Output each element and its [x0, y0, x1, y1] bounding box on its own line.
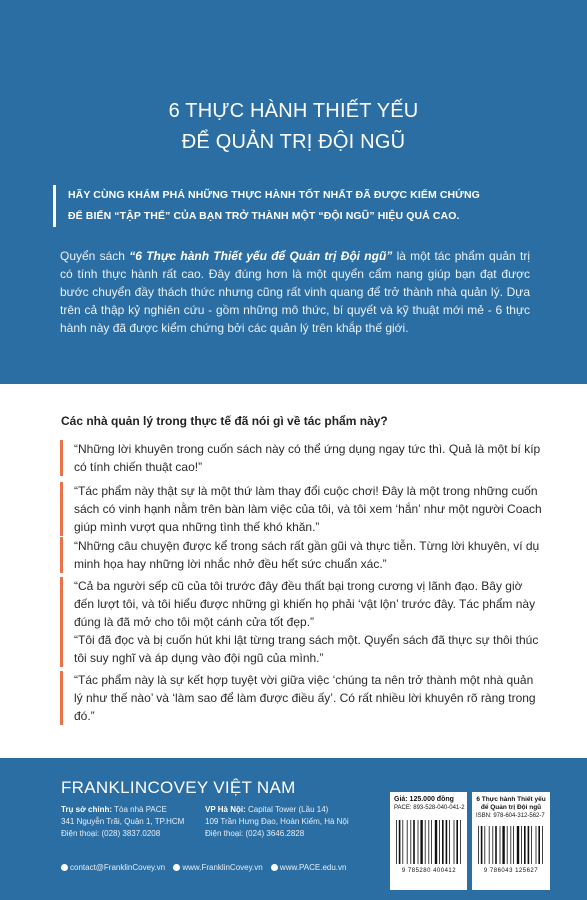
hanoi-phone: Điện thoại: (024) 3646.2828	[205, 829, 305, 838]
headline-line-1: HÃY CÙNG KHÁM PHÁ NHỮNG THỰC HÀNH TỐT NHẤT ĐÃ ĐƯỢC KIỂM CHỨNG	[68, 189, 480, 201]
hanoi-street: 109 Trần Hưng Đạo, Hoàn Kiếm, Hà Nội	[205, 817, 349, 826]
contact-website-franklincovey[interactable]: www.FranklinCovey.vn	[182, 863, 263, 872]
barcode-bar	[484, 826, 485, 864]
footer-panel	[0, 758, 587, 900]
testimonial-4: “Cả ba người sếp cũ của tôi trước đây đều thất bại trong cương vị lãnh đạo. Bây giờ đến lượt tôi, và tôi hiểu được những gì khiến họ phải ‘vật lộn’ trước đây. Tác phẩm này đúng là đã mở cho tôi một cánh cửa tốt đẹp.”	[60, 577, 544, 631]
barcode-left	[395, 820, 462, 864]
headline-line-2: ĐỂ BIẾN “TẬP THỂ” CỦA BẠN TRỞ THÀNH MỘT “ĐỘI NGŨ” HIỆU QUẢ CAO.	[68, 210, 460, 222]
barcode-bar	[481, 826, 483, 864]
barcode-bar	[435, 820, 437, 864]
barcode-bar	[454, 820, 455, 864]
email-icon	[61, 864, 68, 871]
testimonial-2: “Tác phẩm này thật sự là một thứ làm thay đổi cuộc chơi! Đây là một trong những cuốn sách có vinh hạnh nằm trên bàn làm việc của tôi, và tôi xem ‘hắn’ như một người Coach giúp mình vượt qua những tình thế khó khăn.”	[60, 482, 544, 536]
desc-rest: là một tác phẩm quản trị có tính thực hành rất cao. Đây đúng hơn là một quyển cẩm nang giúp bạn đạt được bước chuyển đầy thách thức nhưng cũng rất vinh quang để trở thành nhà quản lý. Dựa trên cả thập kỷ nghiên cứu - gồm những mô thức, bí quyết và kỹ thuật mới mẻ - 6 thực hành này đã được kiểm chứng bởi các quản lý trên khắp thế giới.	[60, 249, 530, 335]
barcode-bar	[407, 820, 408, 864]
barcode-bar	[489, 826, 490, 864]
barcode-bar	[425, 820, 426, 864]
desc-book-title: “6 Thực hành Thiết yếu để Quản trị Đội ngũ”	[129, 249, 393, 263]
globe-icon	[173, 864, 180, 871]
barcode-bar	[428, 820, 429, 864]
isbn-label-box	[472, 792, 550, 890]
globe-icon	[271, 864, 278, 871]
barcode-bar	[528, 826, 530, 864]
barcode-bar	[446, 820, 448, 864]
price-label-box	[390, 792, 467, 890]
barcode-bar	[524, 826, 526, 864]
barcode-bar	[538, 826, 540, 864]
barcode-bar	[478, 826, 479, 864]
barcode-bar	[492, 826, 493, 864]
barcode-bar	[413, 820, 415, 864]
hq-phone: Điện thoại: (028) 3837.0208	[61, 829, 161, 838]
barcode-bar	[418, 820, 419, 864]
desc-prefix: Quyển sách	[60, 249, 130, 263]
contact-website-pace[interactable]: www.PACE.edu.vn	[279, 863, 347, 872]
barcode-right	[477, 826, 544, 864]
title-line-2: ĐỂ QUẢN TRỊ ĐỘI NGŨ	[181, 131, 406, 153]
isbn-number: ISBN: 978-604-312-562-7	[476, 813, 545, 819]
hanoi-label: VP Hà Nội:	[205, 805, 246, 814]
testimonial-5: “Tôi đã đọc và bị cuốn hút khi lật từng trang sách một. Quyển sách đã thực sự thôi thúc tôi suy nghĩ và áp dụng vào đội ngũ của mình.”	[60, 631, 544, 667]
barcode-bar	[517, 826, 519, 864]
barcode-bar	[439, 820, 440, 864]
barcode-bar	[431, 820, 432, 864]
pace-code: PACE: 893-528-040-041-2	[394, 805, 465, 811]
top-panel	[0, 0, 587, 384]
hq-label: Trụ sở chính:	[61, 805, 113, 814]
book-description	[60, 247, 530, 337]
hq-street: 341 Nguyễn Trãi, Quận 1, TP.HCM	[61, 817, 185, 826]
headline-block	[53, 185, 563, 227]
barcode-bar	[542, 826, 543, 864]
barcode-bar	[502, 826, 504, 864]
barcode-left-digits: 9 785280 400412	[401, 868, 457, 874]
barcode-bar	[399, 820, 401, 864]
barcode-bar	[513, 826, 514, 864]
book-title-block	[0, 96, 587, 158]
isbn-book-title: 6 Thực hành Thiết yếu để Quản trị Đội ngũ	[476, 796, 546, 811]
testimonial-1: “Những lời khuyên trong cuốn sách này có thể ứng dụng ngay tức thì. Quả là một bí kíp có tính chiến thuật cao!”	[60, 440, 544, 476]
barcode-bar	[410, 820, 411, 864]
hq-address-block	[61, 804, 184, 840]
barcode-bar	[460, 820, 461, 864]
title-line-1: 6 THỰC HÀNH THIẾT YẾU	[168, 100, 419, 122]
testimonial-6: “Tác phẩm này là sự kết hợp tuyệt vời giữa việc ‘chúng ta nên trở thành một nhà quản lý như thế nào’ và ‘làm sao để làm được điều ấy’. Có rất nhiều lời khuyên rõ ràng trong đó.”	[60, 671, 544, 725]
barcode-bar	[396, 820, 397, 864]
hanoi-name: Capital Tower (Lầu 14)	[245, 805, 329, 814]
barcode-bar	[449, 820, 450, 864]
barcode-bar	[536, 826, 537, 864]
barcode-bar	[510, 826, 511, 864]
barcode-bar	[456, 820, 458, 864]
barcode-bar	[507, 826, 508, 864]
contact-email[interactable]: contact@FranklinCovey.vn	[70, 863, 166, 872]
barcode-right-digits: 9 786043 125627	[483, 868, 539, 874]
barcode-bar	[442, 820, 444, 864]
price-text: Giá: 125.000 đồng	[394, 796, 454, 803]
barcode-bar	[495, 826, 497, 864]
testimonial-3: “Những câu chuyện được kể trong sách rất gần gũi và thực tiễn. Từng lời khuyên, ví dụ minh họa hay những lời nhắc nhở đều hết sức chuẩn xác.”	[60, 537, 544, 573]
hq-name: Tòa nhà PACE	[112, 805, 167, 814]
barcode-bar	[500, 826, 501, 864]
barcode-bar	[420, 820, 422, 864]
testimonials-heading: Các nhà quản lý trong thực tế đã nói gì về tác phẩm này?	[61, 414, 388, 428]
publisher-brand: FRANKLINCOVEY VIỆT NAM	[61, 778, 296, 797]
hanoi-address-block	[205, 804, 349, 840]
barcode-bar	[402, 820, 403, 864]
contact-links	[61, 863, 346, 872]
barcode-bar	[521, 826, 522, 864]
barcode-bar	[531, 826, 532, 864]
